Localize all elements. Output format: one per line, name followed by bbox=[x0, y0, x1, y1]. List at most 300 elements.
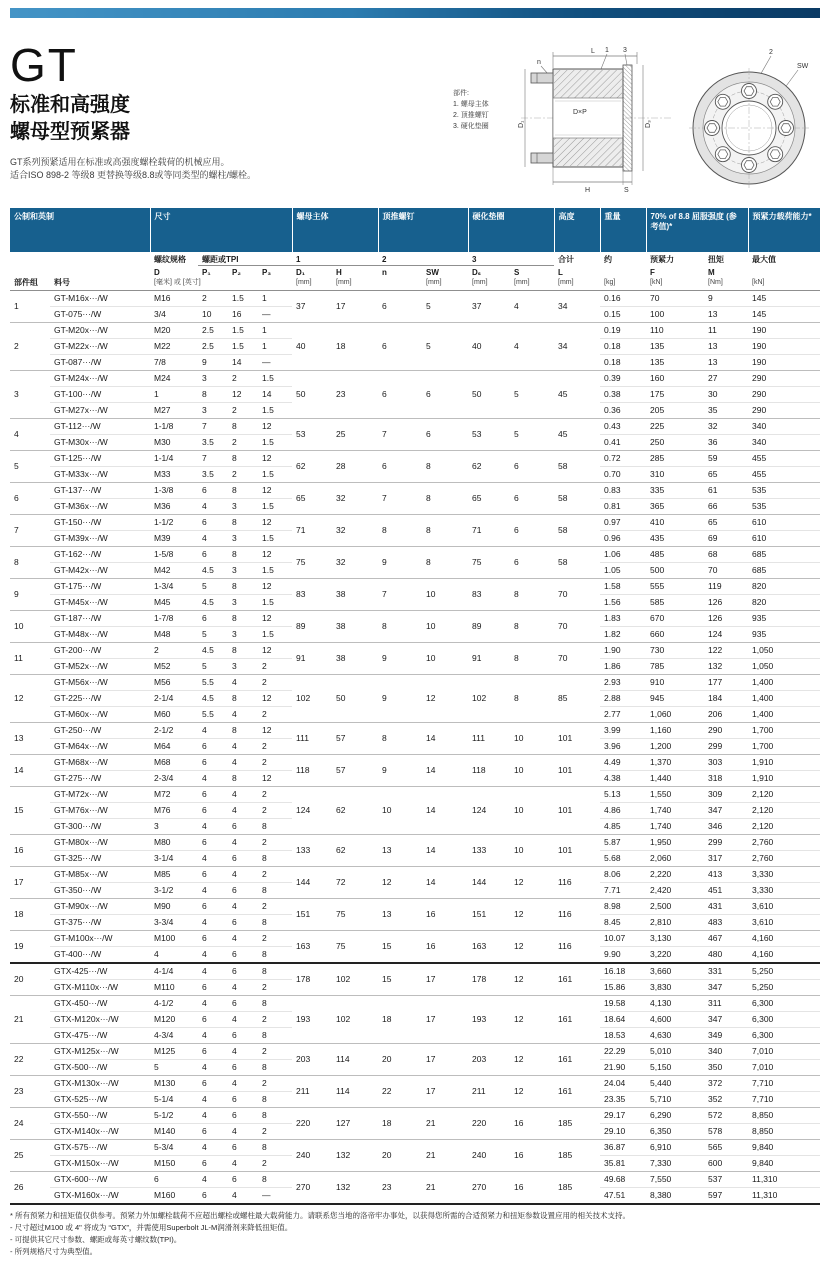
colhead-weight-empty bbox=[600, 266, 646, 279]
cell-preload-f: 205 bbox=[646, 403, 704, 419]
cell-torque-m: 126 bbox=[704, 611, 748, 627]
cell-preload-f: 135 bbox=[646, 355, 704, 371]
cell-p1: 4 bbox=[198, 1140, 228, 1156]
cell-h: 28 bbox=[332, 451, 378, 483]
cell-torque-m: 61 bbox=[704, 483, 748, 499]
cell-p1: 6 bbox=[198, 1076, 228, 1092]
cell-part-number: GT-125···/W bbox=[50, 451, 150, 467]
cell-h: 132 bbox=[332, 1140, 378, 1172]
cell-weight: 4.49 bbox=[600, 755, 646, 771]
cell-part-group: 4 bbox=[10, 419, 50, 451]
dim-label-sw: SW bbox=[797, 63, 809, 70]
cell-max-capacity: 685 bbox=[748, 563, 820, 579]
cell-torque-m: 65 bbox=[704, 467, 748, 483]
cell-p1: 6 bbox=[198, 755, 228, 771]
dim-label-h: H bbox=[585, 187, 591, 194]
cell-p1: 2.5 bbox=[198, 339, 228, 355]
cell-part-number: GT-M33x···/W bbox=[50, 467, 150, 483]
cell-torque-m: 431 bbox=[704, 899, 748, 915]
cell-thread-size: 2-1/2 bbox=[150, 723, 198, 739]
cell-torque-m: 303 bbox=[704, 755, 748, 771]
colhead-ds: Dₛ bbox=[472, 268, 481, 277]
cell-p1: 4 bbox=[198, 851, 228, 867]
cell-s: 6 bbox=[510, 515, 554, 547]
cell-weight: 8.45 bbox=[600, 915, 646, 931]
cell-thread-size: M30 bbox=[150, 435, 198, 451]
cell-p1: 6 bbox=[198, 739, 228, 755]
colhead-max-empty bbox=[748, 266, 820, 279]
cell-thread-size: M90 bbox=[150, 899, 198, 915]
cell-preload-f: 3,830 bbox=[646, 980, 704, 996]
dim-label-d3: D₃ bbox=[645, 120, 652, 128]
cell-part-number: GTX-475···/W bbox=[50, 1028, 150, 1044]
colhead-part-group: 部件组 bbox=[10, 266, 50, 291]
cell-torque-m: 347 bbox=[704, 980, 748, 996]
page-description-1: GT系列预紧适用在标准或高强度螺栓载荷的机械应用。 bbox=[10, 157, 230, 167]
cell-weight: 0.96 bbox=[600, 531, 646, 547]
cell-max-capacity: 535 bbox=[748, 499, 820, 515]
cell-part-number: GT-M68x···/W bbox=[50, 755, 150, 771]
cell-preload-f: 1,060 bbox=[646, 707, 704, 723]
subhead-total: 合计 bbox=[558, 255, 574, 264]
cell-p3: 1.5 bbox=[258, 467, 292, 483]
spec-row bbox=[10, 483, 820, 499]
cell-p3: 8 bbox=[258, 1028, 292, 1044]
cell-p3: 1.5 bbox=[258, 371, 292, 387]
cell-weight: 47.51 bbox=[600, 1188, 646, 1205]
cell-preload-f: 7,330 bbox=[646, 1156, 704, 1172]
cell-torque-m: 68 bbox=[704, 547, 748, 563]
cell-thread-size: M56 bbox=[150, 675, 198, 691]
cell-p2: 6 bbox=[228, 963, 258, 980]
cell-h: 38 bbox=[332, 611, 378, 643]
cell-sw: 6 bbox=[422, 371, 468, 419]
cell-p2: 8 bbox=[228, 483, 258, 499]
cell-preload-f: 945 bbox=[646, 691, 704, 707]
cell-p3: 12 bbox=[258, 579, 292, 595]
cell-part-group: 11 bbox=[10, 643, 50, 675]
cell-p2: 3 bbox=[228, 627, 258, 643]
cell-ds: 193 bbox=[468, 996, 510, 1044]
cell-p2: 3 bbox=[228, 659, 258, 675]
cell-preload-f: 160 bbox=[646, 371, 704, 387]
cell-d1: 50 bbox=[292, 371, 332, 419]
cell-d1: 83 bbox=[292, 579, 332, 611]
cell-ds: 50 bbox=[468, 371, 510, 419]
cell-part-group: 22 bbox=[10, 1044, 50, 1076]
cell-n: 9 bbox=[378, 643, 422, 675]
cell-d1: 71 bbox=[292, 515, 332, 547]
cell-part-group: 19 bbox=[10, 931, 50, 964]
cell-max-capacity: 9,840 bbox=[748, 1140, 820, 1156]
cell-preload-f: 8,380 bbox=[646, 1188, 704, 1205]
cell-p2: 2 bbox=[228, 435, 258, 451]
cell-torque-m: 119 bbox=[704, 579, 748, 595]
spec-row bbox=[10, 451, 820, 467]
cell-p1: 4 bbox=[198, 947, 228, 964]
cell-h: 75 bbox=[332, 899, 378, 931]
cell-max-capacity: 5,250 bbox=[748, 980, 820, 996]
cell-p3: 1.5 bbox=[258, 531, 292, 547]
cell-p1: 4 bbox=[198, 819, 228, 835]
cell-max-capacity: 7,010 bbox=[748, 1060, 820, 1076]
cell-weight: 3.99 bbox=[600, 723, 646, 739]
cell-torque-m: 65 bbox=[704, 515, 748, 531]
cell-s: 10 bbox=[510, 755, 554, 787]
cell-ds: 65 bbox=[468, 483, 510, 515]
colhead-sw: SW bbox=[426, 268, 439, 277]
cell-p1: 3.5 bbox=[198, 435, 228, 451]
cell-part-number: GTX-M140x···/W bbox=[50, 1124, 150, 1140]
cell-p2: 4 bbox=[228, 1076, 258, 1092]
cell-part-group: 14 bbox=[10, 755, 50, 787]
cell-preload-f: 6,910 bbox=[646, 1140, 704, 1156]
cell-thread-size: 5-3/4 bbox=[150, 1140, 198, 1156]
cell-torque-m: 352 bbox=[704, 1092, 748, 1108]
cell-preload-f: 1,740 bbox=[646, 803, 704, 819]
cell-ds: 89 bbox=[468, 611, 510, 643]
cell-part-number: GTX-525···/W bbox=[50, 1092, 150, 1108]
cell-s: 12 bbox=[510, 867, 554, 899]
cell-sw: 21 bbox=[422, 1172, 468, 1205]
cell-weight: 36.87 bbox=[600, 1140, 646, 1156]
spec-row bbox=[10, 1044, 820, 1060]
spec-row bbox=[10, 1140, 820, 1156]
cell-thread-size: 1-1/2 bbox=[150, 515, 198, 531]
cell-p2: 3 bbox=[228, 595, 258, 611]
subhead-component-3: 3 bbox=[468, 252, 554, 266]
cell-s: 8 bbox=[510, 675, 554, 723]
cell-part-number: GTX-M160x···/W bbox=[50, 1188, 150, 1205]
cell-p1: 4.5 bbox=[198, 691, 228, 707]
cell-p2: 6 bbox=[228, 1092, 258, 1108]
footnote: - 可提供其它尺寸参数、螺距或每英寸螺纹数(TPI)。 bbox=[10, 1235, 182, 1244]
spec-row bbox=[10, 787, 820, 803]
cell-torque-m: 349 bbox=[704, 1028, 748, 1044]
cell-n: 9 bbox=[378, 675, 422, 723]
cell-part-group: 16 bbox=[10, 835, 50, 867]
cell-thread-size: M27 bbox=[150, 403, 198, 419]
cell-max-capacity: 145 bbox=[748, 307, 820, 323]
cell-p1: 3 bbox=[198, 403, 228, 419]
cell-max-capacity: 935 bbox=[748, 627, 820, 643]
cell-p3: 1 bbox=[258, 323, 292, 339]
cell-p3: — bbox=[258, 1188, 292, 1205]
subhead-approx: 约 bbox=[604, 255, 612, 264]
legend-item-jackbolt: 2. 顶推螺钉 bbox=[453, 112, 489, 119]
cell-torque-m: 290 bbox=[704, 723, 748, 739]
cell-p3: 8 bbox=[258, 883, 292, 899]
cell-p2: 8 bbox=[228, 515, 258, 531]
cell-torque-m: 578 bbox=[704, 1124, 748, 1140]
cell-part-number: GT-150···/W bbox=[50, 515, 150, 531]
cell-part-number: GT-M85x···/W bbox=[50, 867, 150, 883]
cell-preload-f: 1,950 bbox=[646, 835, 704, 851]
cell-p1: 6 bbox=[198, 787, 228, 803]
spec-row bbox=[10, 1076, 820, 1092]
cell-p3: 12 bbox=[258, 691, 292, 707]
table-header-top bbox=[10, 208, 820, 252]
cell-max-capacity: 3,330 bbox=[748, 867, 820, 883]
cell-weight: 9.90 bbox=[600, 947, 646, 964]
cell-s: 8 bbox=[510, 643, 554, 675]
unit-max: [kN] bbox=[748, 278, 820, 291]
cell-s: 10 bbox=[510, 723, 554, 755]
cell-part-number: GT-400···/W bbox=[50, 947, 150, 964]
cell-weight: 0.81 bbox=[600, 499, 646, 515]
cell-d1: 193 bbox=[292, 996, 332, 1044]
legend-item-nut-body: 1. 螺母主体 bbox=[453, 101, 489, 108]
cell-n: 6 bbox=[378, 323, 422, 371]
cell-part-number: GT-M16x···/W bbox=[54, 293, 108, 303]
cell-d1: 240 bbox=[292, 1140, 332, 1172]
cell-preload-f: 5,440 bbox=[646, 1076, 704, 1092]
cell-preload-f: 485 bbox=[646, 547, 704, 563]
cell-weight: 8.06 bbox=[600, 867, 646, 883]
cell-part-group: 24 bbox=[10, 1108, 50, 1140]
cell-p1: 4 bbox=[198, 1108, 228, 1124]
cell-p2: 6 bbox=[228, 996, 258, 1012]
cell-p1: 4 bbox=[198, 499, 228, 515]
cell-torque-m: 124 bbox=[704, 627, 748, 643]
cell-l: 161 bbox=[554, 963, 600, 996]
cell-preload-f: 1,740 bbox=[646, 819, 704, 835]
cell-weight: 23.35 bbox=[600, 1092, 646, 1108]
cell-s: 5 bbox=[510, 419, 554, 451]
col-group-yield: 70% of 8.8 屈服强度 (参考值)* bbox=[646, 208, 748, 252]
cell-max-capacity: 1,050 bbox=[748, 643, 820, 659]
cell-torque-m: 340 bbox=[704, 1044, 748, 1060]
cell-p3: 8 bbox=[258, 996, 292, 1012]
cell-max-capacity: 8,850 bbox=[748, 1108, 820, 1124]
part-label-2: 2 bbox=[769, 49, 773, 56]
cell-torque-m: 572 bbox=[704, 1108, 748, 1124]
cell-thread-size: M36 bbox=[150, 499, 198, 515]
unit-ds: [mm] bbox=[468, 278, 510, 291]
cell-max-capacity: 11,310 bbox=[748, 1172, 820, 1188]
cell-h: 50 bbox=[332, 675, 378, 723]
cell-weight: 1.05 bbox=[600, 563, 646, 579]
unit-d: [毫米] 或 [英寸] bbox=[150, 278, 292, 291]
cell-part-number: GT-M22x···/W bbox=[50, 339, 150, 355]
cell-s: 12 bbox=[510, 1044, 554, 1076]
cell-s: 12 bbox=[510, 996, 554, 1044]
cell-ds: 240 bbox=[468, 1140, 510, 1172]
cell-thread-size: 1-3/4 bbox=[150, 579, 198, 595]
cell-l: 101 bbox=[554, 755, 600, 787]
dim-label-d1: D₁ bbox=[518, 120, 525, 128]
cell-preload-f: 660 bbox=[646, 627, 704, 643]
unit-kg: [kg] bbox=[600, 278, 646, 291]
cell-part-group: 8 bbox=[10, 547, 50, 579]
spec-table bbox=[10, 208, 820, 1205]
cell-p2: 4 bbox=[228, 675, 258, 691]
cell-part-number: GT-087···/W bbox=[50, 355, 150, 371]
dim-label-s: S bbox=[624, 187, 629, 194]
unit-m: [Nm] bbox=[704, 278, 748, 291]
cell-weight: 0.39 bbox=[600, 371, 646, 387]
cell-s: 12 bbox=[510, 931, 554, 964]
col-group-weight: 重量 bbox=[600, 208, 646, 252]
cell-ds: 144 bbox=[468, 867, 510, 899]
cell-p2: 3 bbox=[228, 499, 258, 515]
cell-preload-f: 6,350 bbox=[646, 1124, 704, 1140]
cell-sw: 10 bbox=[422, 579, 468, 611]
cell-thread-size: 2-3/4 bbox=[150, 771, 198, 787]
cell-sw: 14 bbox=[422, 755, 468, 787]
cell-part-number: GT-M48x···/W bbox=[50, 627, 150, 643]
cell-p3: 12 bbox=[258, 547, 292, 563]
cell-n: 10 bbox=[378, 787, 422, 835]
cell-p3: 1.5 bbox=[258, 403, 292, 419]
unit-s: [mm] bbox=[510, 278, 554, 291]
cell-thread-size: M16 bbox=[154, 293, 171, 303]
cell-thread-size: 3-3/4 bbox=[150, 915, 198, 931]
cell-p1: 6 bbox=[198, 515, 228, 531]
cell-torque-m: 132 bbox=[704, 659, 748, 675]
cell-ds: 203 bbox=[468, 1044, 510, 1076]
cell-h: 102 bbox=[332, 963, 378, 996]
cell-part-number: GT-M39x···/W bbox=[50, 531, 150, 547]
cell-h: 62 bbox=[332, 787, 378, 835]
cell-max-capacity: 7,710 bbox=[748, 1076, 820, 1092]
cell-thread-size: M160 bbox=[150, 1188, 198, 1205]
cell-n: 15 bbox=[378, 963, 422, 996]
cell-thread-size: M150 bbox=[150, 1156, 198, 1172]
cell-thread-size: 1-7/8 bbox=[150, 611, 198, 627]
cell-torque-m: 483 bbox=[704, 915, 748, 931]
cell-max-capacity: 5,250 bbox=[748, 963, 820, 980]
cell-p1: 4 bbox=[198, 531, 228, 547]
cell-p3: 2 bbox=[258, 707, 292, 723]
cell-d1: 62 bbox=[292, 451, 332, 483]
cell-p3: 2 bbox=[258, 739, 292, 755]
section-view-diagram bbox=[517, 42, 677, 194]
cell-s: 16 bbox=[510, 1140, 554, 1172]
cell-sw: 5 bbox=[426, 301, 431, 311]
cell-d1: 203 bbox=[292, 1044, 332, 1076]
cell-preload-f: 2,810 bbox=[646, 915, 704, 931]
cell-n: 18 bbox=[378, 996, 422, 1044]
cell-torque-m: 206 bbox=[704, 707, 748, 723]
cell-sw: 8 bbox=[422, 483, 468, 515]
spec-row bbox=[10, 899, 820, 915]
cell-max-capacity: 7,010 bbox=[748, 1044, 820, 1060]
cell-torque-m: 122 bbox=[704, 643, 748, 659]
spec-row bbox=[10, 963, 820, 980]
cell-part-number: GT-175···/W bbox=[50, 579, 150, 595]
cell-ds: 40 bbox=[468, 323, 510, 371]
spec-row bbox=[10, 755, 820, 771]
cell-ds: 163 bbox=[468, 931, 510, 964]
cell-d1: 65 bbox=[292, 483, 332, 515]
cell-part-number: GT-250···/W bbox=[50, 723, 150, 739]
cell-d1: 124 bbox=[292, 787, 332, 835]
cell-h: 75 bbox=[332, 931, 378, 964]
cell-h: 32 bbox=[332, 515, 378, 547]
cell-p1: 6 bbox=[198, 1012, 228, 1028]
cell-weight: 2.93 bbox=[600, 675, 646, 691]
col-group-nut-body: 螺母主体 bbox=[292, 208, 378, 252]
cell-p1: 4 bbox=[198, 1060, 228, 1076]
spec-row bbox=[10, 867, 820, 883]
cell-p1: 6 bbox=[198, 899, 228, 915]
cell-thread-size: M60 bbox=[150, 707, 198, 723]
cell-max-capacity: 6,300 bbox=[748, 1012, 820, 1028]
cell-p2: 4 bbox=[228, 931, 258, 947]
cell-torque-m: 347 bbox=[704, 1012, 748, 1028]
cell-max-capacity: 1,400 bbox=[748, 707, 820, 723]
cell-thread-size: M76 bbox=[150, 803, 198, 819]
cell-part-group: 10 bbox=[10, 611, 50, 643]
cell-part-number: GTX-M120x···/W bbox=[50, 1012, 150, 1028]
cell-p1: 6 bbox=[198, 1156, 228, 1172]
cell-p1: 6 bbox=[198, 867, 228, 883]
cell-ds: 53 bbox=[468, 419, 510, 451]
cell-torque-m: 299 bbox=[704, 835, 748, 851]
legend-title: 部件: bbox=[453, 90, 469, 97]
cell-p2: 4 bbox=[228, 787, 258, 803]
cell-max-capacity: 1,700 bbox=[748, 723, 820, 739]
cell-sw: 8 bbox=[422, 451, 468, 483]
cell-max-capacity: 9,840 bbox=[748, 1156, 820, 1172]
cell-preload-f: 7,550 bbox=[646, 1172, 704, 1188]
cell-max-capacity: 2,120 bbox=[748, 803, 820, 819]
cell-torque-m: 59 bbox=[704, 451, 748, 467]
cell-sw: 14 bbox=[422, 867, 468, 899]
cell-part-number: GTX-550···/W bbox=[50, 1108, 150, 1124]
cell-max-capacity: 2,120 bbox=[748, 819, 820, 835]
cell-max-capacity: 3,330 bbox=[748, 883, 820, 899]
cell-ds: 270 bbox=[468, 1172, 510, 1205]
cell-thread-size: 5-1/2 bbox=[150, 1108, 198, 1124]
cell-p1: 6 bbox=[198, 483, 228, 499]
cell-p2: 12 bbox=[228, 387, 258, 403]
cell-sw: 14 bbox=[422, 787, 468, 835]
cell-preload-f: 435 bbox=[646, 531, 704, 547]
cell-n: 7 bbox=[378, 579, 422, 611]
subhead-component-1: 1 bbox=[292, 252, 378, 266]
cell-torque-m: 413 bbox=[704, 867, 748, 883]
cell-d1: 220 bbox=[292, 1108, 332, 1140]
cell-h: 102 bbox=[332, 996, 378, 1044]
cell-thread-size: M140 bbox=[150, 1124, 198, 1140]
cell-torque-m: 69 bbox=[704, 531, 748, 547]
cell-max-capacity: 290 bbox=[748, 403, 820, 419]
colhead-part-no: 料号 bbox=[50, 266, 150, 291]
cell-d1: 37 bbox=[296, 301, 306, 311]
cell-p2: 4 bbox=[228, 1012, 258, 1028]
cell-part-group: 6 bbox=[10, 483, 50, 515]
cell-weight: 10.07 bbox=[600, 931, 646, 947]
cell-p2: 4 bbox=[228, 707, 258, 723]
cell-p2: 16 bbox=[228, 307, 258, 323]
cell-sw: 21 bbox=[422, 1140, 468, 1172]
cell-p3: 12 bbox=[258, 723, 292, 739]
cell-p1: 5.5 bbox=[198, 675, 228, 691]
cell-l: 45 bbox=[554, 371, 600, 419]
cell-preload-f: 5,710 bbox=[646, 1092, 704, 1108]
cell-weight: 16.18 bbox=[600, 963, 646, 980]
cell-weight: 1.56 bbox=[600, 595, 646, 611]
unit-n-empty bbox=[378, 278, 422, 291]
cell-part-group: 23 bbox=[10, 1076, 50, 1108]
cell-preload-f: 1,370 bbox=[646, 755, 704, 771]
cell-p2: 6 bbox=[228, 947, 258, 964]
col-group-metric-imperial: 公制和英制 bbox=[10, 208, 150, 252]
cell-p3: 2 bbox=[258, 1156, 292, 1172]
cell-s: 8 bbox=[510, 611, 554, 643]
